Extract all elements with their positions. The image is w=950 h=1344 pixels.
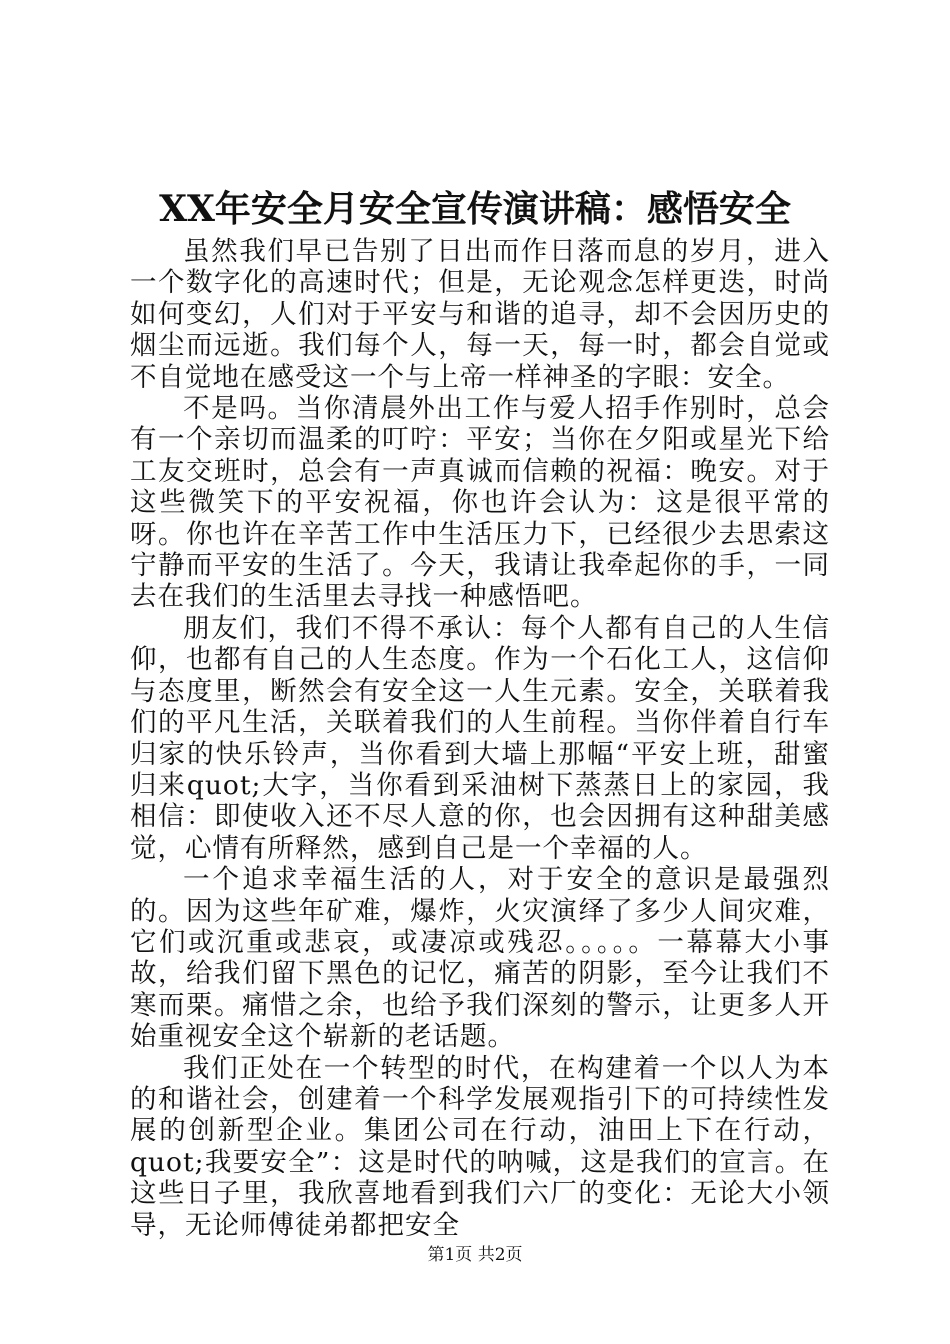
paragraph-2: 不是吗。当你清晨外出工作与爱人招手作别时，总会有一个亲切而温柔的叮咛：平安；当你在夕阳或星光下给工友交班时，总会有一声真诚而信赖的祝福：晚安。对于这些微笑下的平安祝福，你也许会认为：这是很平常的呀。你也许在辛苦工作中生活压力下，已经很少去思索这宁静而平安的生活了。今天，我请让我牵起你的手，一同去在我们的生活里去寻找一种感悟吧。 [130,393,830,613]
document-body [130,236,830,1241]
paragraph-4: 一个追求幸福生活的人，对于安全的意识是最强烈的。因为这些年矿难，爆炸，火灾演绎了多少人间灾难，它们或沉重或悲哀，或凄凉或残忍。。。。。一幕幕大小事故，给我们留下黑色的记忆，痛苦的阴影，至今让我们不寒而栗。痛惜之余，也给予我们深刻的警示，让更多人开始重视安全这个崭新的老话题。 [130,864,830,1053]
paragraph-1: 虽然我们早已告别了日出而作日落而息的岁月，进入一个数字化的高速时代；但是，无论观念怎样更迭，时尚如何变幻，人们对于平安与和谐的追寻，却不会因历史的烟尘而远逝。我们每个人，每一天，每一时，都会自觉或不自觉地在感受这一个与上帝一样神圣的字眼：安全。 [130,236,830,393]
page-number-footer: 第1页 共2页 [427,1245,523,1265]
document-title: XX年安全月安全宣传演讲稿：感悟安全 [159,188,791,230]
paragraph-5: 我们正处在一个转型的时代，在构建着一个以人为本的和谐社会，创建着一个科学发展观指引下的可持续性发展的创新型企业。集团公司在行动，油田上下在行动，quot;我要安全”：这是时代的呐喊，这是我们的宣言。在这些日子里，我欣喜地看到我们六厂的变化：无论大小领导，无论师傅徒弟都把安全 [130,1052,830,1241]
paragraph-3: 朋友们，我们不得不承认：每个人都有自己的人生信仰，也都有自己的人生态度。作为一个石化工人，这信仰与态度里，断然会有安全这一人生元素。安全，关联着我们的平凡生活，关联着我们的人生前程。当你伴着自行车归家的快乐铃声，当你看到大墙上那幅“平安上班，甜蜜归来quot;大字，当你看到采油树下蒸蒸日上的家园，我相信：即使收入还不尽人意的你，也会因拥有这种甜美感觉，心情有所释然，感到自己是一个幸福的人。 [130,612,830,864]
